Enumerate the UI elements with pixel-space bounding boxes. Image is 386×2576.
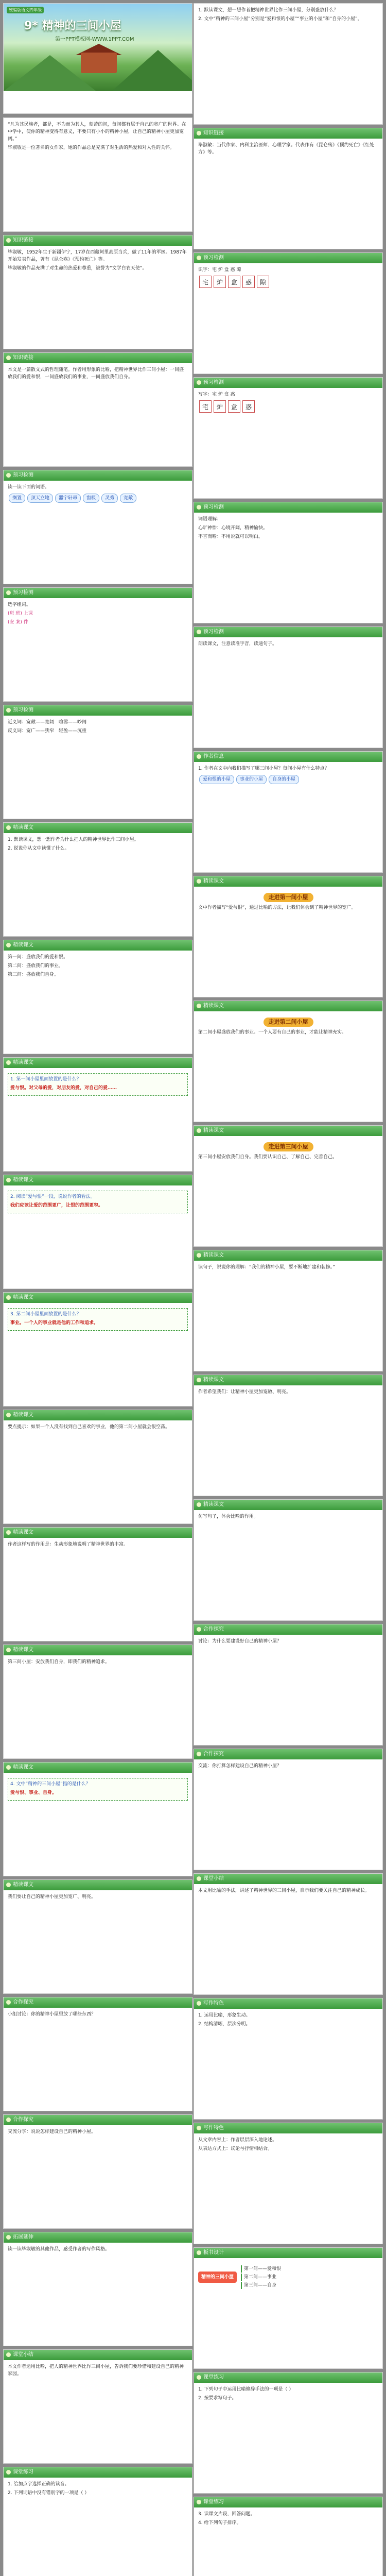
- cover-subtitle: 第一PPT模板网-WWW.1PPT.COM: [55, 37, 134, 42]
- slide-body: [4, 2243, 192, 2258]
- paragraph: 1. 下列句子中运用比喻修辞手法的一项是（ ）: [198, 2387, 294, 2392]
- paragraph: 本文作者运用比喻，把人的精神世界比作三间小屋，告诉我们要珍惜和建设自己的精神家园。: [8, 2364, 184, 2377]
- slide-header: 课堂小结: [4, 2350, 192, 2360]
- paragraph: 第三间小屋安放我们自身。我们要认识自己、了解自己、完善自己。: [198, 1155, 338, 1160]
- slide-header: 课堂练习: [4, 2467, 192, 2478]
- slide-right-10: [194, 1250, 383, 1371]
- character-box: 惑: [242, 400, 255, 413]
- room-pill: 爱和恨的小屋: [199, 775, 234, 784]
- slide-header: 课堂练习: [194, 2497, 382, 2507]
- slide-left-19: [3, 2349, 192, 2464]
- question-text: 4. 文中“精神的三间小屋”指的是什么？: [10, 1782, 91, 1787]
- slide-header: 精读课文: [194, 1001, 382, 1011]
- slide-left-17: [3, 2114, 192, 2229]
- character-box: 盒: [228, 400, 240, 413]
- paragraph: 3. 读课文片段，回答问题。: [198, 2512, 255, 2517]
- question-text: 3. 第二间小屋里面放置的是什么？: [10, 1312, 81, 1317]
- slide-left-9: [3, 1175, 192, 1289]
- slide-header: 精读课文: [4, 1410, 192, 1420]
- slide-right-3: [194, 377, 383, 499]
- paragraph: 毕淑敏：当代作家、内科主治医师、心理学家。代表作有《昆仑殇》《预约死亡》《红处方》等。: [198, 143, 375, 155]
- paragraph: 1. 默读课文，想一想作者为什么把人的精神世界比作三间小屋。: [8, 837, 139, 842]
- paragraph: 2. 文中“精神的三间小屋”分别是“爱和恨的小屋”“事业的小屋”和“自身的小屋”。: [198, 16, 362, 22]
- slide-header: 知识链接: [194, 128, 382, 139]
- character-box: 炉: [214, 400, 226, 413]
- question-text: 2. 阅读“爱与恨”一段，说说作者的看法。: [10, 1194, 95, 1199]
- question-box: [8, 1308, 188, 1331]
- slide-header: 预习检测: [194, 627, 382, 637]
- section-banner: 走进第一间小屋: [264, 893, 313, 902]
- slide-header: 精读课文: [4, 940, 192, 951]
- paragraph: “凡为其民族者，都是，不为而为其人，刻苦的间，每间都有属于自己的宽广的世界。在中学中，使你的精神变得有意义，不要只有小小的精神小屋，让自己的精神小屋更加宽阔。”: [8, 122, 186, 142]
- mountain-shape: [112, 50, 192, 91]
- vocab-word: 器宇轩昂: [55, 494, 81, 503]
- slide-left-14: [3, 1762, 192, 1876]
- paragraph: 第三间：盛放我们自身。: [8, 972, 59, 977]
- slide-header: 合作探究: [4, 2115, 192, 2125]
- word-pair: (斑 班) 上课: [8, 611, 33, 616]
- paragraph: 要点提示：如果一个人没有找到自己喜欢的事业，他的第二间小屋就会很空荡。: [8, 1425, 170, 1430]
- slide-body: [194, 1884, 382, 1899]
- paragraph: 反义词：宽广——狭窄 轻盈——沉重: [8, 728, 87, 734]
- slide-body: [4, 598, 192, 631]
- paragraph: 近义词：宽敞——宽阔 喧嚣——吵闹: [8, 720, 87, 725]
- paragraph: 读一读下面的词语。: [8, 485, 50, 490]
- slide-body: [194, 1759, 382, 1774]
- slide-header: 预习检测: [4, 470, 192, 481]
- cover-title: 9* 精神的三间小屋: [24, 20, 121, 32]
- slide-header: 精读课文: [194, 1500, 382, 1510]
- slide-header: 预习检测: [194, 502, 382, 513]
- room-pill: 自身的小屋: [269, 775, 299, 784]
- slide-body: [4, 1773, 192, 1806]
- character-box: 隙: [257, 276, 269, 288]
- paragraph: 1. 运用比喻，形象生动。: [198, 2013, 251, 2018]
- slide-body: [4, 716, 192, 739]
- paragraph: 毕淑敏的作品充满了对生命的热爱和尊重，被誉为“文学白衣天使”。: [8, 266, 147, 271]
- slide-header: 知识链接: [4, 235, 192, 246]
- slide-header: 精读课文: [4, 823, 192, 833]
- slide-header: 预习检测: [4, 705, 192, 716]
- mindmap-branch: 第三间——自身: [241, 2282, 281, 2289]
- slide-body: [194, 2133, 382, 2157]
- vocab-word: 搁置: [9, 494, 25, 503]
- paragraph: 交流：你打算怎样建设自己的精神小屋？: [198, 1764, 282, 1769]
- character-box: 宅: [199, 400, 212, 413]
- slide-right-4: [194, 502, 383, 623]
- paragraph: 2. 下列词语中没有错别字的一项是（ ）: [8, 2490, 90, 2496]
- slide-body: [194, 887, 382, 916]
- question-box: [8, 1778, 188, 1801]
- paragraph: 4. 给下列句子排序。: [198, 2520, 241, 2526]
- slide-right-18: [194, 2247, 383, 2369]
- slide-right-12: [194, 1499, 383, 1621]
- slide-right-9: [194, 1125, 383, 1247]
- slide-header: 精读课文: [4, 1645, 192, 1655]
- slide-body: [194, 2383, 382, 2406]
- paragraph: 第三间小屋：安放我们自身，即我们的精神追求。: [8, 1659, 110, 1665]
- slide-header: 精读课文: [4, 1058, 192, 1068]
- cover-hero: [4, 4, 192, 91]
- slide-header: 作者信息: [194, 752, 382, 762]
- slide-body: [194, 2009, 382, 2032]
- paragraph: 1. 给加点字选择正确的读音。: [8, 2482, 69, 2487]
- slide-body: [4, 1068, 192, 1101]
- slide-body: [4, 118, 192, 156]
- slide-header: 精读课文: [194, 1375, 382, 1385]
- slide-body: [4, 2008, 192, 2023]
- section-banner: 走进第三间小屋: [264, 1142, 313, 1151]
- slide-left-18: [3, 2232, 192, 2346]
- slide-body: [194, 388, 382, 416]
- paragraph: 1. 默读课文，想一想作者把精神世界比作三间小屋，分别盛放什么？: [198, 8, 339, 13]
- slide-body: [4, 2478, 192, 2501]
- paragraph: 讨论：为什么要建设好自己的精神小屋？: [198, 1639, 282, 1644]
- slide-right-16: [194, 1998, 383, 2120]
- slide-left-15: [3, 1879, 192, 1994]
- slide-body: [4, 1655, 192, 1670]
- slide-header: 合作探究: [194, 1749, 382, 1759]
- slide-right-13: [194, 1624, 383, 1745]
- slide-body: [4, 2125, 192, 2140]
- slide-right-1: [194, 128, 383, 249]
- paragraph: 朗读课文，注意读准字音，读通句子。: [198, 641, 277, 647]
- answer-text: 事业。一个人的事业就是他的工作和追求。: [10, 1320, 99, 1326]
- paragraph: 本文用比喻的手法，讲述了精神世界的三间小屋，启示我们要关注自己的精神成长。: [198, 1888, 370, 1893]
- mindmap-branch: 第一间——爱和恨: [241, 2265, 281, 2273]
- mindmap-branches: [241, 2264, 281, 2290]
- question-text: 1. 第一间小屋里面放置的是什么？: [10, 1077, 81, 1082]
- slide-body: [194, 139, 382, 161]
- slide-cover: [3, 3, 192, 114]
- slide-left-6: [3, 822, 192, 937]
- slide-body: [4, 1890, 192, 1905]
- question-box: [8, 1191, 188, 1213]
- slide-header: 预习检测: [194, 253, 382, 263]
- slide-left-11: [3, 1410, 192, 1524]
- slide-right-8: [194, 1001, 383, 1122]
- mindmap-root: 精神的三间小屋: [198, 2272, 237, 2283]
- character-box: 惑: [242, 276, 255, 288]
- slide-left-13: [3, 1645, 192, 1759]
- slide-left-4: [3, 587, 192, 702]
- slide-body: [194, 2258, 382, 2296]
- vocab-word: 窗棂: [83, 494, 99, 503]
- slide-body: [4, 833, 192, 857]
- paragraph: 词语理解：: [198, 517, 222, 522]
- paragraph: 从文章内容上：作者层层深入地论述。: [198, 2138, 277, 2143]
- slide-header: 精读课文: [194, 1250, 382, 1261]
- slide-header: 合作探究: [4, 1997, 192, 2008]
- character-box: 炉: [214, 276, 226, 288]
- paragraph: 本文是一篇散文式的哲理随笔。作者用形象的比喻，把精神世界比作三间小屋：一间盛放我们的爱和恨，一间盛放我们的事业，一间盛放我们自身。: [8, 367, 184, 380]
- slide-body: [194, 1011, 382, 1041]
- slide-left-20: [3, 2467, 192, 2576]
- slide-body: [194, 1510, 382, 1525]
- paragraph: 2. 按要求写句子。: [198, 2396, 237, 2401]
- slide-body: [4, 1185, 192, 1218]
- paragraph: 从表达方式上：议论与抒情相结合。: [198, 2146, 273, 2151]
- question-box: [8, 1073, 188, 1096]
- slide-body: [194, 637, 382, 652]
- paragraph: 文中作者描写“爱与恨”，通过比喻的方法，让我们体会到了精神世界的宽广。: [198, 905, 356, 910]
- character-box: 宅: [199, 276, 212, 288]
- vocab-word: 顶天立地: [27, 494, 53, 503]
- slide-header: 课堂练习: [194, 2372, 382, 2383]
- slide-right-5: [194, 626, 383, 748]
- paragraph: 作者希望我们：让精神小屋更加宽敞、明亮。: [198, 1389, 291, 1395]
- slide-body: [194, 2507, 382, 2531]
- slide-header: 精读课文: [4, 1762, 192, 1773]
- slide-right-19: [194, 2372, 383, 2494]
- paragraph: 1. 作者在文中向我们描写了哪三间小屋？每间小屋有什么特点？: [198, 766, 329, 771]
- paragraph: 毕淑敏是一位著名的女作家，她的作品总是充满了对生活的热爱和对人性的关怀。: [8, 145, 175, 150]
- paragraph: 我们要让自己的精神小屋更加宽广、明亮。: [8, 1894, 96, 1900]
- paragraph: 读句子，说说你的理解：“我们的精神小屋，要不断地扩建和装修。”: [198, 1265, 335, 1270]
- slide-body: [4, 481, 192, 507]
- slide-body: [194, 762, 382, 788]
- slide-left-5: [3, 705, 192, 819]
- vocab-word: 灵秀: [101, 494, 118, 503]
- slide-body: [4, 1538, 192, 1553]
- slide-left-16: [3, 1997, 192, 2111]
- slide-header: 精读课文: [4, 1528, 192, 1538]
- slide-body: [194, 1635, 382, 1650]
- answer-text: 爱与恨。对父母的爱，对朋友的爱，对自己的爱……: [10, 1086, 117, 1091]
- slide-header: 预习检测: [194, 378, 382, 388]
- slide-body: [194, 263, 382, 291]
- slide-body: [194, 1136, 382, 1165]
- answer-text: 爱与恨、事业、自身。: [10, 1790, 57, 1795]
- paragraph: 2. 说说你从文中读懂了什么。: [8, 846, 69, 851]
- slide-right-0: [194, 3, 383, 125]
- slide-left-3: [3, 470, 192, 584]
- mindmap-branch: 第二间——事业: [241, 2274, 281, 2281]
- paragraph: 读一读毕淑敏的其他作品，感受作者的写作风格。: [8, 2247, 110, 2252]
- slide-right-15: [194, 1873, 383, 1995]
- paragraph: 第二间小屋盛放我们的事业。一个人要有自己的事业，才能让精神充实。: [198, 1030, 347, 1035]
- slide-right-17: [194, 2123, 383, 2244]
- slide-left-2: [3, 352, 192, 467]
- slide-right-14: [194, 1749, 383, 1870]
- character-box: 盒: [228, 276, 240, 288]
- vocab-word: 宽敞: [120, 494, 136, 503]
- paragraph: 第一间：盛放我们的爱和恨。: [8, 955, 68, 960]
- paragraph: 写字：宅 炉 盒 惑: [198, 392, 235, 397]
- slide-left-8: [3, 1057, 192, 1172]
- slide-header: 精读课文: [194, 1126, 382, 1136]
- slide-left-10: [3, 1292, 192, 1406]
- paragraph: 不言而喻：不用说就可以明白。: [198, 534, 264, 539]
- slide-body: [4, 246, 192, 277]
- slide-body: [4, 1303, 192, 1336]
- slide-left-1: [3, 235, 192, 349]
- slide-right-6: [194, 751, 383, 873]
- paragraph: 仿写句子，体会比喻的作用。: [198, 1514, 259, 1519]
- paragraph: 心旷神怡：心境开阔，精神愉快。: [198, 526, 268, 531]
- cover-badge: 统编版语文四年级: [7, 7, 44, 13]
- slide-header: 拓展延伸: [4, 2232, 192, 2243]
- paragraph: 选字组词。: [8, 602, 31, 607]
- answer-text: 我们应该让爱的范围更广，让恨的范围更窄。: [10, 1203, 103, 1208]
- slide-header: 板书设计: [194, 2248, 382, 2258]
- slide-header: 精读课文: [4, 1175, 192, 1185]
- section-banner: 走进第二间小屋: [264, 1018, 313, 1027]
- slide-header: 精读课文: [4, 1293, 192, 1303]
- slide-header: 写作特色: [194, 1998, 382, 2009]
- slide-header: 知识链接: [4, 353, 192, 363]
- slide-body: [4, 2360, 192, 2382]
- paragraph: 第二间：盛放我们的事业。: [8, 963, 64, 969]
- room-pill: 事业的小屋: [236, 775, 267, 784]
- paragraph: 作者这样写的作用是：生动形象地说明了精神世界的丰富。: [8, 1542, 129, 1547]
- paragraph: 识字：宅 炉 盒 惑 隙: [198, 267, 241, 273]
- slide-header: 合作探究: [194, 1624, 382, 1635]
- word-pair: (安 案) 件: [8, 620, 28, 625]
- slide-left-7: [3, 940, 192, 1054]
- board-mindmap: [198, 2264, 378, 2290]
- slide-header: 精读课文: [194, 876, 382, 887]
- slide-body: [194, 4, 382, 27]
- slide-right-7: [194, 876, 383, 997]
- slide-left-0: [3, 117, 192, 232]
- slide-right-11: [194, 1375, 383, 1496]
- slide-left-12: [3, 1527, 192, 1641]
- slide-header: 精读课文: [4, 1880, 192, 1890]
- paragraph: 毕淑敏，1952年生于新疆伊宁，17岁在西藏阿里高原当兵，做了11年的军医。1987年开始发表作品，著有《昆仑殇》《预约死亡》等。: [8, 250, 187, 262]
- slide-header: 课堂小结: [194, 1874, 382, 1884]
- house-shape: [81, 53, 117, 73]
- slide-body: [194, 1385, 382, 1400]
- slide-body: [4, 951, 192, 983]
- slide-body: [194, 1261, 382, 1276]
- paragraph: 2. 结构清晰，层次分明。: [198, 2022, 251, 2027]
- slide-body: [4, 1420, 192, 1435]
- slide-body: [194, 513, 382, 545]
- slide-right-2: [194, 252, 383, 374]
- slide-right-20: [194, 2497, 383, 2576]
- paragraph: 小组讨论：你的精神小屋里放了哪些东西？: [8, 2012, 96, 2017]
- slide-header: 预习检测: [4, 588, 192, 598]
- paragraph: 交流分享：说说怎样建设自己的精神小屋。: [8, 2129, 96, 2134]
- slide-body: [4, 363, 192, 385]
- slide-header: 写作特色: [194, 2123, 382, 2133]
